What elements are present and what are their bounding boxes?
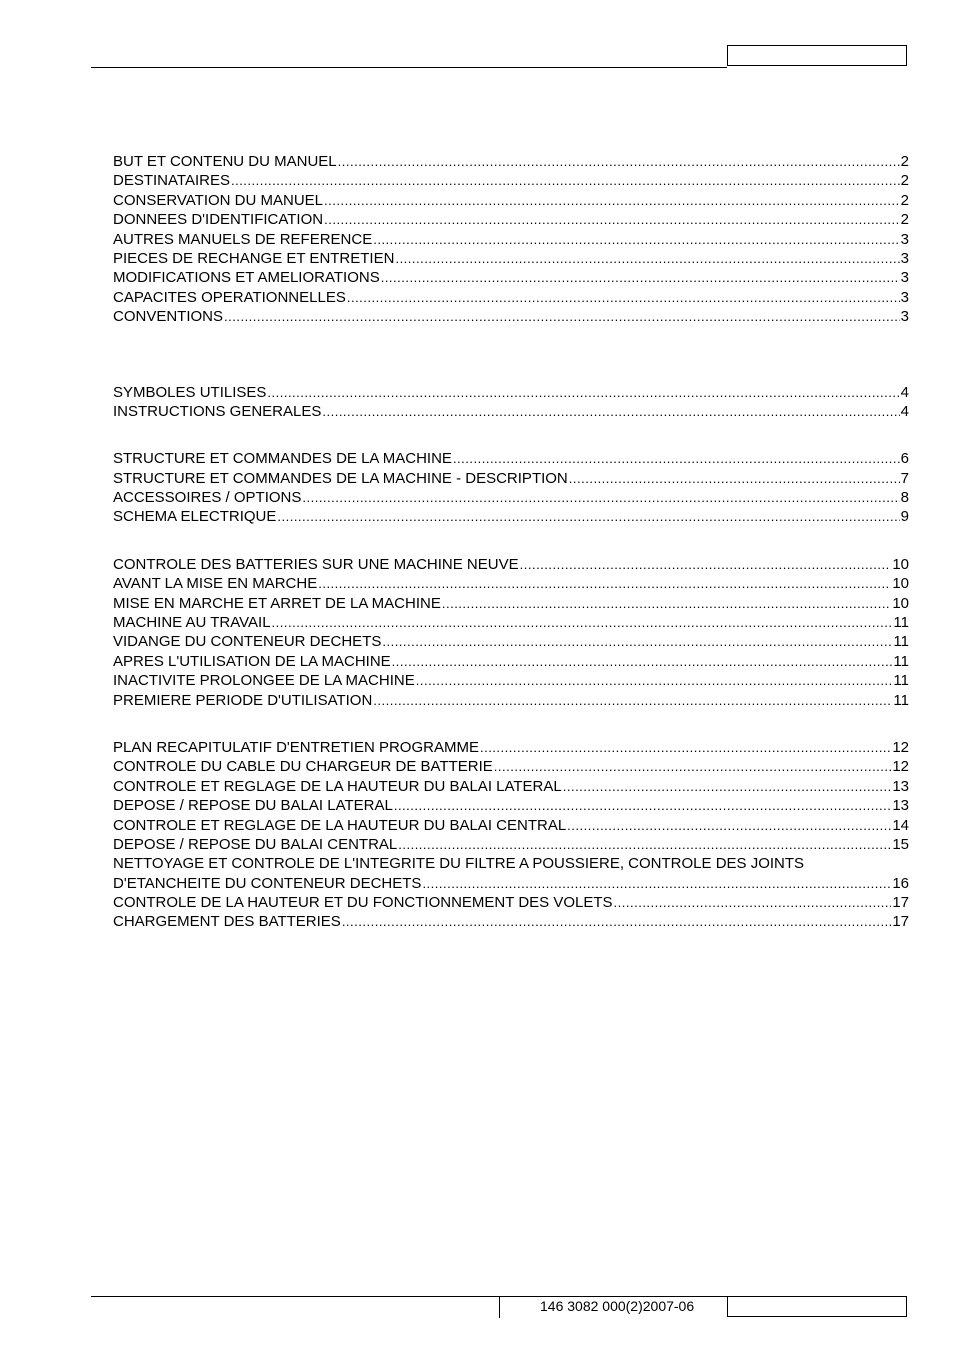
toc-entry[interactable] [113, 307, 909, 326]
toc-entry-title: APRES L'UTILISATION DE LA MACHINE [113, 652, 391, 670]
toc-entry[interactable] [113, 555, 909, 574]
leader-dots [277, 507, 899, 526]
footer-box [727, 1296, 907, 1317]
toc-entry-title: PREMIERE PERIODE D'UTILISATION [113, 691, 373, 709]
toc-entry[interactable] [113, 738, 909, 757]
toc-entry[interactable] [113, 249, 909, 268]
leader-dots [398, 835, 891, 854]
leader-dots [520, 555, 892, 574]
toc-entry-page: 11 [893, 672, 909, 690]
leader-dots [442, 594, 891, 613]
toc-entry-page: 6 [900, 450, 909, 468]
toc-entry-title: STRUCTURE ET COMMANDES DE LA MACHINE [113, 450, 452, 468]
toc-entry-title: CONTROLE DE LA HAUTEUR ET DU FONCTIONNEMENT DES VOLETS [113, 894, 613, 912]
toc-entry-title: CONTROLE ET REGLAGE DE LA HAUTEUR DU BALAI CENTRAL [113, 816, 567, 834]
leader-dots [373, 230, 899, 249]
toc-entry-title: AVANT LA MISE EN MARCHE [113, 575, 318, 593]
toc-entry[interactable] [113, 268, 909, 287]
toc-entry-page: 12 [892, 738, 909, 756]
toc-entry-title: VIDANGE DU CONTENEUR DECHETS [113, 633, 382, 651]
toc-entry-title: CONTROLE DES BATTERIES SUR UNE MACHINE NEUVE [113, 555, 519, 573]
leader-dots [324, 210, 900, 229]
leader-dots [494, 757, 892, 776]
toc-entry[interactable] [113, 210, 909, 229]
toc-entry-page: 2 [900, 211, 909, 229]
toc-entry[interactable] [113, 835, 909, 854]
toc-entry-page: 3 [900, 288, 909, 306]
leader-dots [342, 913, 892, 932]
leader-dots [480, 738, 891, 757]
toc-entry[interactable] [113, 671, 909, 690]
toc-entry[interactable] [113, 777, 909, 796]
toc-entry[interactable] [113, 402, 909, 421]
toc-entry-title: D'ETANCHEITE DU CONTENEUR DECHETS [113, 874, 422, 892]
toc-entry[interactable] [113, 449, 909, 468]
toc-entry-page: 3 [900, 249, 909, 267]
toc-entry-title: DEPOSE / REPOSE DU BALAI LATERAL [113, 797, 393, 815]
leader-dots [302, 488, 899, 507]
leader-dots [395, 249, 899, 268]
toc-entry-page: 3 [900, 308, 909, 326]
section-spacer [113, 710, 909, 738]
toc-entry-page: 9 [900, 508, 909, 526]
toc-entry-page: 11 [893, 652, 909, 670]
toc-entry-title: AUTRES MANUELS DE REFERENCE [113, 230, 373, 248]
leader-dots [322, 402, 899, 421]
section-spacer [113, 421, 909, 449]
toc-entry-page: 3 [900, 269, 909, 287]
leader-dots [563, 777, 892, 796]
toc-entry-page: 2 [900, 172, 909, 190]
toc-entry-page: 17 [892, 894, 909, 912]
leader-dots [381, 268, 900, 287]
toc-entry-title-line1: NETTOYAGE ET CONTROLE DE L'INTEGRITE DU FILTRE A POUSSIERE, CONTROLE DES JOINTS [113, 855, 805, 873]
toc-entry[interactable] [113, 632, 909, 651]
toc-entry[interactable] [113, 796, 909, 815]
toc-entry-title: CONTROLE ET REGLAGE DE LA HAUTEUR DU BALAI LATERAL [113, 777, 562, 795]
leader-dots [567, 816, 891, 835]
toc-entry-page: 2 [900, 152, 909, 170]
toc-entry-title: CONSERVATION DU MANUEL [113, 191, 324, 209]
leader-dots [224, 307, 900, 326]
toc-entry-page: 13 [892, 797, 909, 815]
header-rule [91, 67, 727, 68]
leader-dots [231, 171, 900, 190]
toc-entry-title: DESTINATAIRES [113, 172, 230, 190]
toc-entry-page: 4 [900, 383, 909, 401]
toc-entry[interactable] [113, 152, 909, 171]
leader-dots [392, 652, 893, 671]
leader-dots [614, 893, 892, 912]
toc-entry-page: 17 [892, 913, 909, 931]
toc-entry[interactable] [113, 691, 909, 710]
toc-entry[interactable] [113, 816, 909, 835]
header-box [727, 45, 907, 66]
toc-entry[interactable] [113, 893, 909, 912]
toc-entry[interactable] [113, 757, 909, 776]
toc-entry-title: STRUCTURE ET COMMANDES DE LA MACHINE - DESCRIPTION [113, 469, 568, 487]
toc-entry[interactable] [113, 171, 909, 190]
document-code: 146 3082 000(2)2007-06 [540, 1298, 695, 1314]
toc-entry-title: MODIFICATIONS ET AMELIORATIONS [113, 269, 380, 287]
leader-dots [324, 191, 900, 210]
toc-entry[interactable] [113, 191, 909, 210]
toc-entry-page: 11 [893, 614, 909, 632]
toc-entry-page: 12 [892, 758, 909, 776]
toc-entry-page: 11 [893, 691, 909, 709]
toc-entry[interactable] [113, 652, 909, 671]
leader-dots [347, 288, 900, 307]
toc-entry[interactable] [113, 594, 909, 613]
toc-entry-title: INSTRUCTIONS GENERALES [113, 402, 322, 420]
toc-entry-title: CONVENTIONS [113, 308, 224, 326]
toc-entry-title: MISE EN MARCHE ET ARRET DE LA MACHINE [113, 594, 441, 612]
toc-entry-title: SYMBOLES UTILISES [113, 383, 267, 401]
toc-entry-page: 10 [892, 575, 909, 593]
footer-divider [499, 1296, 500, 1318]
toc-entry-title: PIECES DE RECHANGE ET ENTRETIEN [113, 249, 395, 267]
leader-dots [453, 449, 900, 468]
toc-entry-page: 15 [892, 835, 909, 853]
leader-dots [338, 152, 900, 171]
toc-entry-multiline[interactable] [113, 854, 909, 893]
leader-dots [394, 796, 891, 815]
toc-entry-page: 8 [900, 489, 909, 507]
section-spacer [113, 327, 909, 383]
toc-entry-page: 10 [892, 555, 909, 573]
toc-entry-page: 14 [892, 816, 909, 834]
toc-entry[interactable] [113, 230, 909, 249]
toc-entry[interactable] [113, 488, 909, 507]
toc-entry-title: DEPOSE / REPOSE DU BALAI CENTRAL [113, 835, 398, 853]
leader-dots [382, 632, 892, 651]
toc-entry-page: 10 [892, 594, 909, 612]
toc-entry-title: SCHEMA ELECTRIQUE [113, 508, 277, 526]
toc-entry-page: 11 [893, 633, 909, 651]
section-spacer [113, 527, 909, 555]
toc-entry-line2 [113, 874, 909, 893]
toc-entry-page: 3 [900, 230, 909, 248]
toc-entry-title: BUT ET CONTENU DU MANUEL [113, 152, 337, 170]
leader-dots [422, 874, 891, 893]
toc-entry-title: MACHINE AU TRAVAIL [113, 614, 271, 632]
toc-entry-title: CHARGEMENT DES BATTERIES [113, 913, 341, 931]
toc-entry-page: 4 [900, 402, 909, 420]
toc-entry-page: 13 [892, 777, 909, 795]
toc-section-4 [113, 555, 909, 710]
toc-entry[interactable] [113, 469, 909, 488]
leader-dots [416, 671, 893, 690]
toc-entry-page: 16 [892, 874, 909, 892]
leader-dots [272, 613, 893, 632]
toc-entry-title: DONNEES D'IDENTIFICATION [113, 211, 324, 229]
toc-entry-page: 2 [900, 191, 909, 209]
toc-section-5 [113, 738, 909, 932]
toc-entry-title: CAPACITES OPERATIONNELLES [113, 288, 346, 306]
leader-dots [318, 574, 891, 593]
toc-section-2 [113, 383, 909, 422]
toc-entry[interactable] [113, 288, 909, 307]
toc-entry[interactable] [113, 574, 909, 593]
toc-entry-title: CONTROLE DU CABLE DU CHARGEUR DE BATTERIE [113, 758, 493, 776]
toc-entry-page: 7 [900, 469, 909, 487]
leader-dots [373, 691, 892, 710]
toc-entry-title: PLAN RECAPITULATIF D'ENTRETIEN PROGRAMME [113, 738, 479, 756]
footer-rule [91, 1296, 727, 1297]
toc-entry[interactable] [113, 613, 909, 632]
leader-dots [569, 469, 900, 488]
toc-entry-title: INACTIVITE PROLONGEE DE LA MACHINE [113, 672, 415, 690]
toc-entry-title: ACCESSOIRES / OPTIONS [113, 489, 302, 507]
table-of-contents [113, 152, 909, 932]
toc-section-3 [113, 449, 909, 527]
toc-entry[interactable] [113, 913, 909, 932]
toc-entry[interactable] [113, 383, 909, 402]
toc-section-1 [113, 152, 909, 327]
leader-dots [267, 383, 899, 402]
toc-entry[interactable] [113, 507, 909, 526]
